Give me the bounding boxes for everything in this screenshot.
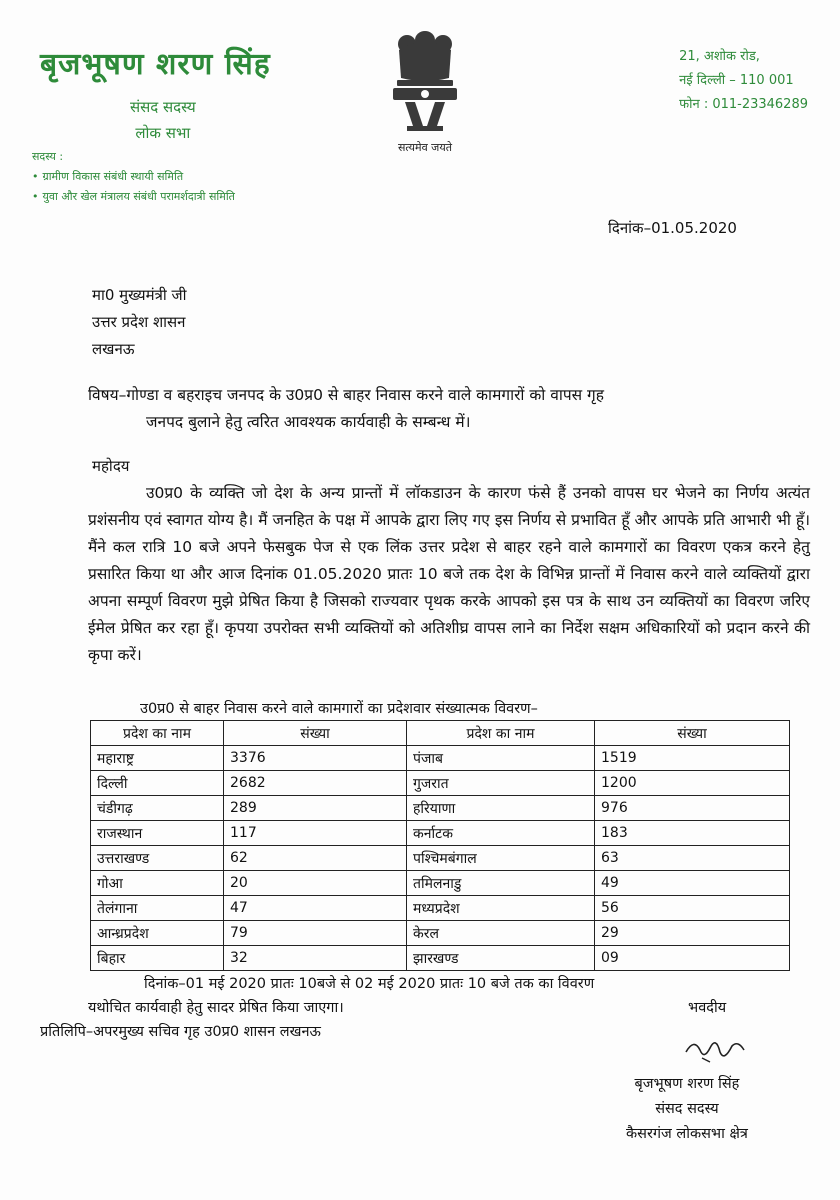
salutation: महोदय (92, 457, 130, 475)
letterhead-name: बृजभूषण शरण सिंह (40, 47, 271, 82)
table-caption: उ0प्र0 से बाहर निवास करने वाले कामगारों का प्रदेशवार संख्यात्मक विवरण– (140, 701, 538, 717)
signatory-constituency: कैसरगंज लोकसभा क्षेत्र (626, 1126, 748, 1142)
count-cell: 79 (224, 921, 407, 946)
count-cell: 1200 (595, 771, 790, 796)
count-cell: 3376 (224, 746, 407, 771)
state-cell: दिल्ली (91, 771, 224, 796)
state-worker-table (90, 720, 790, 971)
count-cell: 47 (224, 896, 407, 921)
letter-body: उ0प्र0 के व्यक्ति जो देश के अन्य प्रान्तों में लॉकडाउन के कारण फंसे हैं उनको वापस घर भेजने का निर्णय अत्यंत प्रशंसनीय एवं स्वागत योग्य है। मैं जनहित के पक्ष में आपके द्वारा लिए गए इस निर्णय से प्रभावित हूँ और आपके प्रति आभारी भी हूँ। मैंने कल रात्रि 10 बजे अपने फेसबुक पेज से एक लिंक उत्तर प्रदेश से बाहर रहने वाले कामगारों का विवरण एकत्र करने हेतु प्रसारित किया था और आज दिनांक 01.05.2020 प्रातः 10 बजे तक देश के विभिन्न प्रान्तों में निवास करने वाले व्यक्तियों द्वारा अपना सम्पूर्ण विवरण मुझे प्रेषित किया है जिसको राज्यवार पृथक करके आपको इस पत्र के साथ उन व्यक्तियों का विवरण जरिए ईमेल प्रेषित कर रहा हूँ। कृपया उपरोक्त सभी व्यक्तियों को अतिशीघ्र वापस लाने का निर्देश सक्षम अधिकारियों को प्रदान करने की कृपा करें। (88, 484, 810, 664)
copy-to-line: प्रतिलिपि–अपरमुख्य सचिव गृह उ0प्र0 शासन लखनऊ (40, 1024, 321, 1040)
state-cell: हरियाणा (407, 796, 595, 821)
count-cell: 1519 (595, 746, 790, 771)
count-cell: 117 (224, 821, 407, 846)
signatory-block (626, 1072, 748, 1147)
state-cell: गुजरात (407, 771, 595, 796)
letterhead-address (679, 45, 808, 117)
address-line1: 21, अशोक रोड, (679, 49, 760, 64)
letterhead-designation (130, 94, 196, 146)
header-state-name: प्रदेश का नाम (407, 721, 595, 746)
table-row (91, 821, 790, 846)
committee-item (32, 167, 235, 187)
state-cell: उत्तराखण्ड (91, 846, 224, 871)
state-cell: आन्ध्रप्रदेश (91, 921, 224, 946)
state-cell: बिहार (91, 946, 224, 971)
subject-block (88, 382, 808, 436)
committee-text: युवा और खेल मंत्रालय संबंधी परामर्शदात्री समिति (42, 190, 235, 203)
bullet-icon: • (32, 170, 39, 183)
member-label: सदस्य : (32, 150, 64, 163)
state-cell: मध्यप्रदेश (407, 896, 595, 921)
national-emblem (370, 22, 480, 152)
recipient-line2: उत्तर प्रदेश शासन (92, 313, 186, 331)
state-cell: पश्चिमबंगाल (407, 846, 595, 871)
handwritten-signature (680, 1032, 750, 1068)
designation-line1: संसद सदस्य (130, 98, 196, 116)
signatory-title: संसद सदस्य (655, 1101, 719, 1117)
table-row (91, 896, 790, 921)
count-cell: 56 (595, 896, 790, 921)
subject-line2: जनपद बुलाने हेतु त्वरित आवश्यक कार्यवाही के सम्बन्ध में। (146, 413, 471, 431)
recipient-block (92, 282, 187, 363)
count-cell: 20 (224, 871, 407, 896)
state-cell: केरल (407, 921, 595, 946)
footer-line2: यथोचित कार्यवाही हेतु सादर प्रेषित किया जाएगा। (88, 1000, 344, 1016)
count-cell: 976 (595, 796, 790, 821)
count-cell: 289 (224, 796, 407, 821)
count-cell: 32 (224, 946, 407, 971)
phone-line: फोन : 011-23346289 (679, 97, 808, 112)
header-count: संख्या (224, 721, 407, 746)
signatory-name: बृजभूषण शरण सिंह (634, 1076, 740, 1092)
footer-line1: दिनांक–01 मई 2020 प्रातः 10बजे से 02 मई 2020 प्रातः 10 बजे तक का विवरण (144, 976, 595, 992)
table-row (91, 771, 790, 796)
state-cell: झारखण्ड (407, 946, 595, 971)
state-cell: पंजाब (407, 746, 595, 771)
committee-list (32, 147, 235, 207)
state-cell: तमिलनाडु (407, 871, 595, 896)
table-row (91, 946, 790, 971)
count-cell: 62 (224, 846, 407, 871)
ashoka-lion-emblem-icon (385, 22, 465, 134)
committee-text: ग्रामीण विकास संबंधी स्थायी समिति (42, 170, 184, 183)
count-cell: 09 (595, 946, 790, 971)
table-row (91, 746, 790, 771)
committee-item (32, 187, 235, 207)
letter-date: दिनांक–01.05.2020 (608, 219, 737, 237)
count-cell: 49 (595, 871, 790, 896)
state-cell: कर्नाटक (407, 821, 595, 846)
state-cell: चंडीगढ़ (91, 796, 224, 821)
recipient-line3: लखनऊ (92, 340, 135, 358)
state-cell: तेलंगाना (91, 896, 224, 921)
state-cell: राजस्थान (91, 821, 224, 846)
count-cell: 183 (595, 821, 790, 846)
table-row (91, 796, 790, 821)
emblem-motto: सत्यमेव जयते (397, 141, 452, 154)
count-cell: 63 (595, 846, 790, 871)
designation-line2: लोक सभा (135, 124, 191, 142)
header-count: संख्या (595, 721, 790, 746)
count-cell: 2682 (224, 771, 407, 796)
address-line2: नई दिल्ली – 110 001 (679, 73, 794, 88)
closing-word: भवदीय (688, 1000, 727, 1016)
table-row (91, 871, 790, 896)
subject-line1: विषय–गोण्डा व बहराइच जनपद के उ0प्र0 से बाहर निवास करने वाले कामगारों को वापस गृह (88, 386, 605, 404)
state-cell: महाराष्ट्र (91, 746, 224, 771)
count-cell: 29 (595, 921, 790, 946)
bullet-icon: • (32, 190, 39, 203)
header-state-name: प्रदेश का नाम (91, 721, 224, 746)
state-cell: गोआ (91, 871, 224, 896)
table-row (91, 921, 790, 946)
recipient-line1: मा0 मुख्यमंत्री जी (92, 286, 187, 304)
table-header-row (91, 721, 790, 746)
table-row (91, 846, 790, 871)
